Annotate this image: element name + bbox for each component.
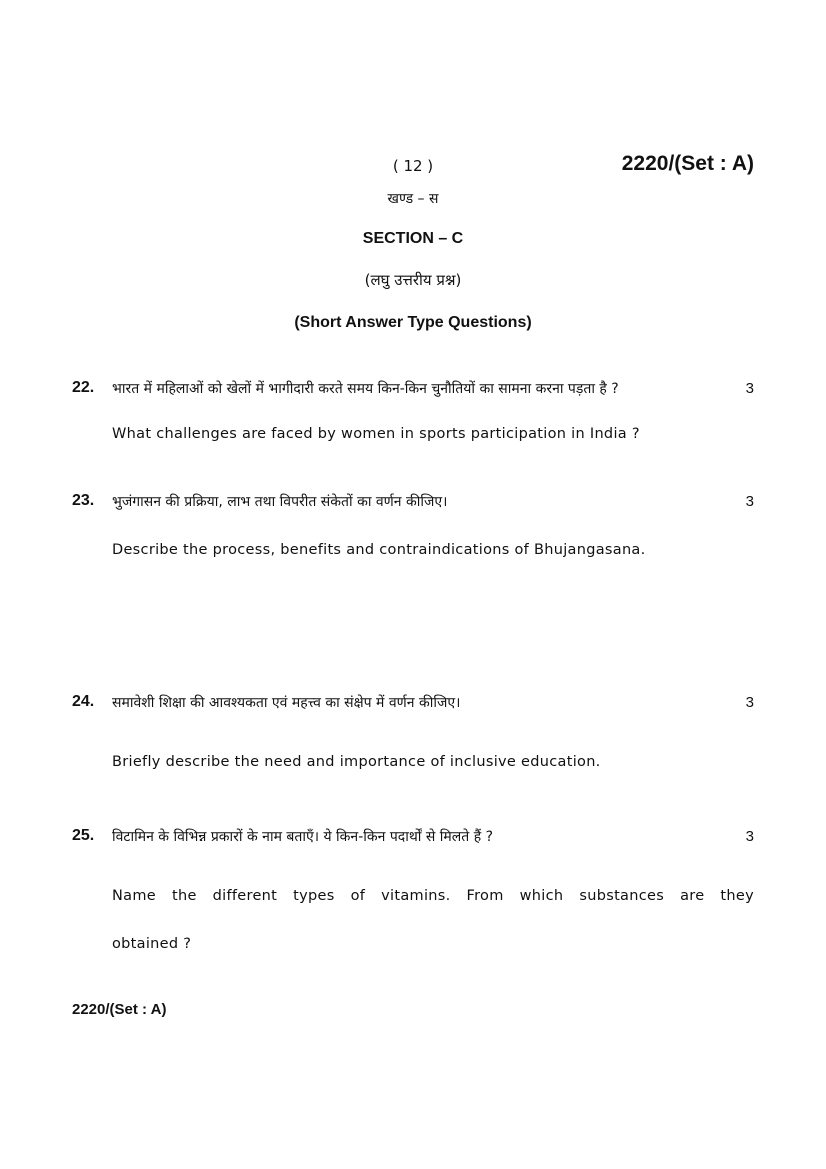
question-text-hindi: विटामिन के विभिन्न प्रकारों के नाम बताएँ। ये किन-किन पदार्थों से मिलते हैं ? bbox=[112, 829, 494, 845]
question-marks: 3 bbox=[745, 828, 754, 845]
question-number: 24. bbox=[72, 693, 95, 710]
paper-code-header: 2220/(Set : A) bbox=[621, 152, 754, 175]
question-type-hindi: (लघु उत्तरीय प्रश्न) bbox=[364, 271, 462, 289]
question-text-english-continued: obtained ? bbox=[112, 936, 192, 952]
question-type-english: (Short Answer Type Questions) bbox=[294, 314, 532, 331]
question-text-english: Describe the process, benefits and contraindications of Bhujangasana. bbox=[112, 542, 646, 558]
question-text-english: Name the different types of vitamins. From which substances are they bbox=[112, 888, 754, 904]
question-marks: 3 bbox=[745, 380, 754, 397]
question-text-hindi: भुजंगासन की प्रक्रिया, लाभ तथा विपरीत संकेतों का वर्णन कीजिए। bbox=[112, 494, 448, 510]
question-number: 25. bbox=[72, 827, 95, 844]
question-text-hindi: समावेशी शिक्षा की आवश्यकता एवं महत्त्व का संक्षेप में वर्णन कीजिए। bbox=[112, 695, 461, 711]
question-number: 22. bbox=[72, 379, 95, 396]
section-title-english: SECTION – C bbox=[362, 230, 464, 247]
section-title-hindi: खण्ड – स bbox=[387, 191, 439, 207]
question-text-english: What challenges are faced by women in sports participation in India ? bbox=[112, 426, 640, 442]
question-text-hindi: भारत में महिलाओं को खेलों में भागीदारी करते समय किन-किन चुनौतियों का सामना करना पड़ता है ? bbox=[112, 381, 619, 397]
paper-code-footer: 2220/(Set : A) bbox=[72, 1001, 167, 1018]
question-marks: 3 bbox=[745, 493, 754, 510]
question-text-english: Briefly describe the need and importance of inclusive education. bbox=[112, 754, 601, 770]
page-number: ( 12 ) bbox=[392, 157, 434, 175]
question-marks: 3 bbox=[745, 694, 754, 711]
question-number: 23. bbox=[72, 492, 95, 509]
